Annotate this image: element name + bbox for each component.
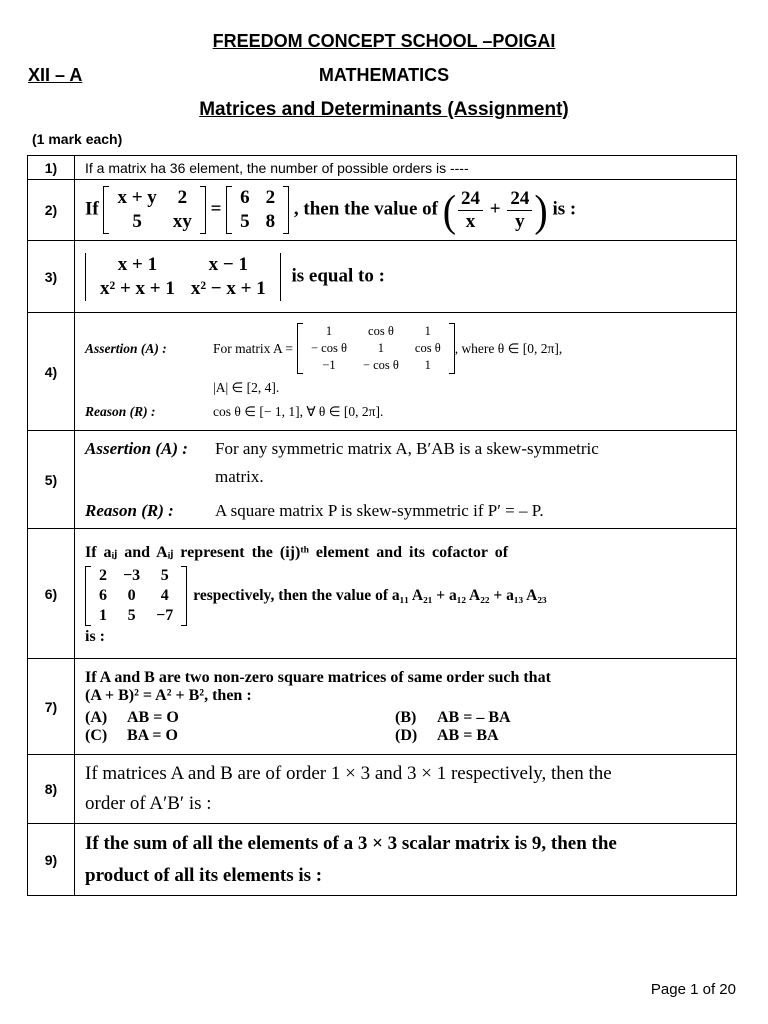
matrix-cell: −1 bbox=[322, 358, 336, 372]
matrix bbox=[85, 566, 187, 626]
question-body bbox=[75, 313, 737, 431]
question-body bbox=[75, 529, 737, 659]
matrix-cell: 6 bbox=[240, 187, 250, 208]
option-d-label: (D) bbox=[395, 726, 418, 744]
question-row-2 bbox=[28, 180, 737, 241]
q6-respectively: respectively, then the value of a₁₁ A₂₁ + a₁₂ A₂₂ + a₁₃ A₂₃ bbox=[193, 586, 547, 604]
question-row-8 bbox=[28, 755, 737, 824]
school-name: FREEDOM CONCEPT SCHOOL –POIGAI bbox=[212, 31, 556, 51]
matrix-cell: 8 bbox=[265, 211, 276, 232]
q9-line2: product of all its elements is : bbox=[85, 864, 323, 886]
question-number: 7) bbox=[28, 659, 75, 755]
question-body bbox=[75, 824, 737, 896]
option-b: AB = – BA bbox=[437, 708, 511, 726]
matrix-cell: 1 bbox=[377, 341, 385, 355]
q2-then: , then the value of bbox=[293, 198, 438, 220]
assignment-title: Matrices and Determinants (Assignment) bbox=[199, 99, 569, 120]
q8-line1: If matrices A and B are of order 1 × 3 and 3 × 1 respectively, then the bbox=[85, 763, 612, 784]
q7-line1: If A and B are two non-zero square matrices of same order such that bbox=[85, 668, 551, 686]
q8-line2: order of A′B′ is : bbox=[85, 793, 212, 814]
matrix-cell: 2 bbox=[265, 187, 276, 208]
assertion-text: For any symmetric matrix A, B′AB is a skew-symmetric bbox=[215, 438, 599, 458]
q9-line1: If the sum of all the elements of a 3 × 3 scalar matrix is 9, then the bbox=[85, 832, 617, 854]
option-d: AB = BA bbox=[437, 726, 499, 744]
question-body bbox=[75, 431, 737, 529]
matrix-cell: cos θ bbox=[368, 324, 394, 338]
q6-line1: If aᵢⱼ and Aᵢⱼ represent the (ij)ᵗʰ element and its cofactor of bbox=[85, 543, 509, 561]
assertion-label: Assertion (A) : bbox=[85, 438, 188, 458]
matrix-cell: xy bbox=[172, 211, 192, 232]
matrix-cell: 5 bbox=[132, 211, 142, 232]
options bbox=[85, 709, 736, 745]
question-row-9 bbox=[28, 824, 737, 896]
matrix-cell: −3 bbox=[123, 566, 141, 584]
plus-sign: + bbox=[489, 198, 501, 220]
matrix-cell: 6 bbox=[99, 586, 107, 604]
determinant bbox=[85, 253, 287, 301]
question-body: If x + y 2 5 xy = 6 2 5 8 , then the value of ( $\frac{24}{x}$ + $\frac{24}{y}$ ) is : bbox=[75, 180, 737, 241]
question-text: If a matrix ha 36 element, the number of possible orders is ---- bbox=[75, 156, 737, 180]
matrix-cell: x + 1 bbox=[117, 253, 158, 275]
question-row-7 bbox=[28, 659, 737, 755]
question-number: 2) bbox=[28, 180, 75, 241]
matrix-cell: 4 bbox=[160, 586, 169, 604]
question-row-3 bbox=[28, 241, 737, 313]
matrix-cell: cos θ bbox=[414, 341, 441, 355]
fraction: $\frac{24}{y}$ bbox=[507, 188, 532, 233]
question-number: 6) bbox=[28, 529, 75, 659]
matrix-cell: x² − x + 1 bbox=[190, 277, 266, 299]
option-a: AB = O bbox=[127, 708, 179, 726]
q2-if: If bbox=[85, 198, 99, 220]
subject-title: MATHEMATICS bbox=[318, 65, 450, 85]
matrix-cell: −7 bbox=[156, 606, 174, 624]
question-number: 5) bbox=[28, 431, 75, 529]
matrix-cell: 5 bbox=[127, 606, 136, 624]
question-row-4 bbox=[28, 313, 737, 431]
assertion-det: |A| ∈ [2, 4]. bbox=[213, 380, 280, 395]
matrix-cell: 2 bbox=[177, 187, 188, 208]
question-row-5 bbox=[28, 431, 737, 529]
matrix-cell: 1 bbox=[424, 324, 431, 338]
matrix bbox=[297, 323, 455, 374]
matrix-cell: x² + x + 1 bbox=[100, 277, 175, 299]
reason-label: Reason (R) : bbox=[85, 404, 156, 419]
matrix-cell: 2 bbox=[99, 566, 107, 584]
question-row-1 bbox=[28, 156, 737, 180]
question-body bbox=[75, 755, 737, 824]
matrix-cell: x + y bbox=[117, 187, 157, 208]
question-row-6 bbox=[28, 529, 737, 659]
assertion-text: For matrix A = bbox=[213, 340, 293, 356]
matrix-cell: 5 bbox=[160, 566, 169, 584]
fraction: $\frac{24}{x}$ bbox=[458, 188, 483, 233]
reason-text: cos θ ∈ [− 1, 1], ∀ θ ∈ [0, 2π]. bbox=[213, 404, 384, 419]
matrix-cell: − cos θ bbox=[311, 341, 347, 355]
matrix-right bbox=[226, 186, 289, 234]
q2-is: is : bbox=[552, 198, 577, 220]
matrix-cell: x − 1 bbox=[208, 253, 248, 275]
questions-table bbox=[27, 155, 737, 896]
question-number: 4) bbox=[28, 313, 75, 431]
matrix-cell: − cos θ bbox=[362, 358, 399, 372]
marks-note: (1 mark each) bbox=[32, 131, 123, 147]
matrix-cell: 0 bbox=[127, 586, 136, 604]
option-b-label: (B) bbox=[395, 708, 417, 726]
assertion-where: , where θ ∈ [0, 2π], bbox=[454, 340, 563, 356]
option-c: BA = O bbox=[127, 726, 178, 744]
matrix-cell: 1 bbox=[99, 606, 107, 624]
reason-label: Reason (R) : bbox=[85, 500, 174, 520]
matrix-left bbox=[103, 186, 205, 234]
page-number: Page 1 of 20 bbox=[650, 981, 736, 998]
question-body bbox=[75, 241, 737, 313]
option-c-label: (C) bbox=[85, 726, 108, 744]
q6-is: is : bbox=[85, 627, 105, 645]
matrix-cell: 1 bbox=[424, 358, 431, 372]
matrix-cell: 1 bbox=[325, 324, 333, 338]
question-number: 9) bbox=[28, 824, 75, 896]
assertion-text-cont: matrix. bbox=[215, 466, 264, 486]
q7-line2: (A + B)² = A² + B², then : bbox=[85, 686, 252, 704]
matrix-cell: 5 bbox=[240, 211, 250, 232]
class-label: XII – A bbox=[28, 65, 83, 85]
reason-text: A square matrix P is skew-symmetric if P′ = – P. bbox=[215, 500, 544, 520]
question-number: 1) bbox=[28, 156, 75, 180]
question-body bbox=[75, 659, 737, 755]
question-number: 3) bbox=[28, 241, 75, 313]
option-a-label: (A) bbox=[85, 708, 108, 726]
assertion-label: Assertion (A) : bbox=[85, 340, 167, 356]
equals-sign: = bbox=[210, 198, 222, 220]
question-number: 8) bbox=[28, 755, 75, 824]
q3-text: is equal to : bbox=[291, 264, 385, 286]
